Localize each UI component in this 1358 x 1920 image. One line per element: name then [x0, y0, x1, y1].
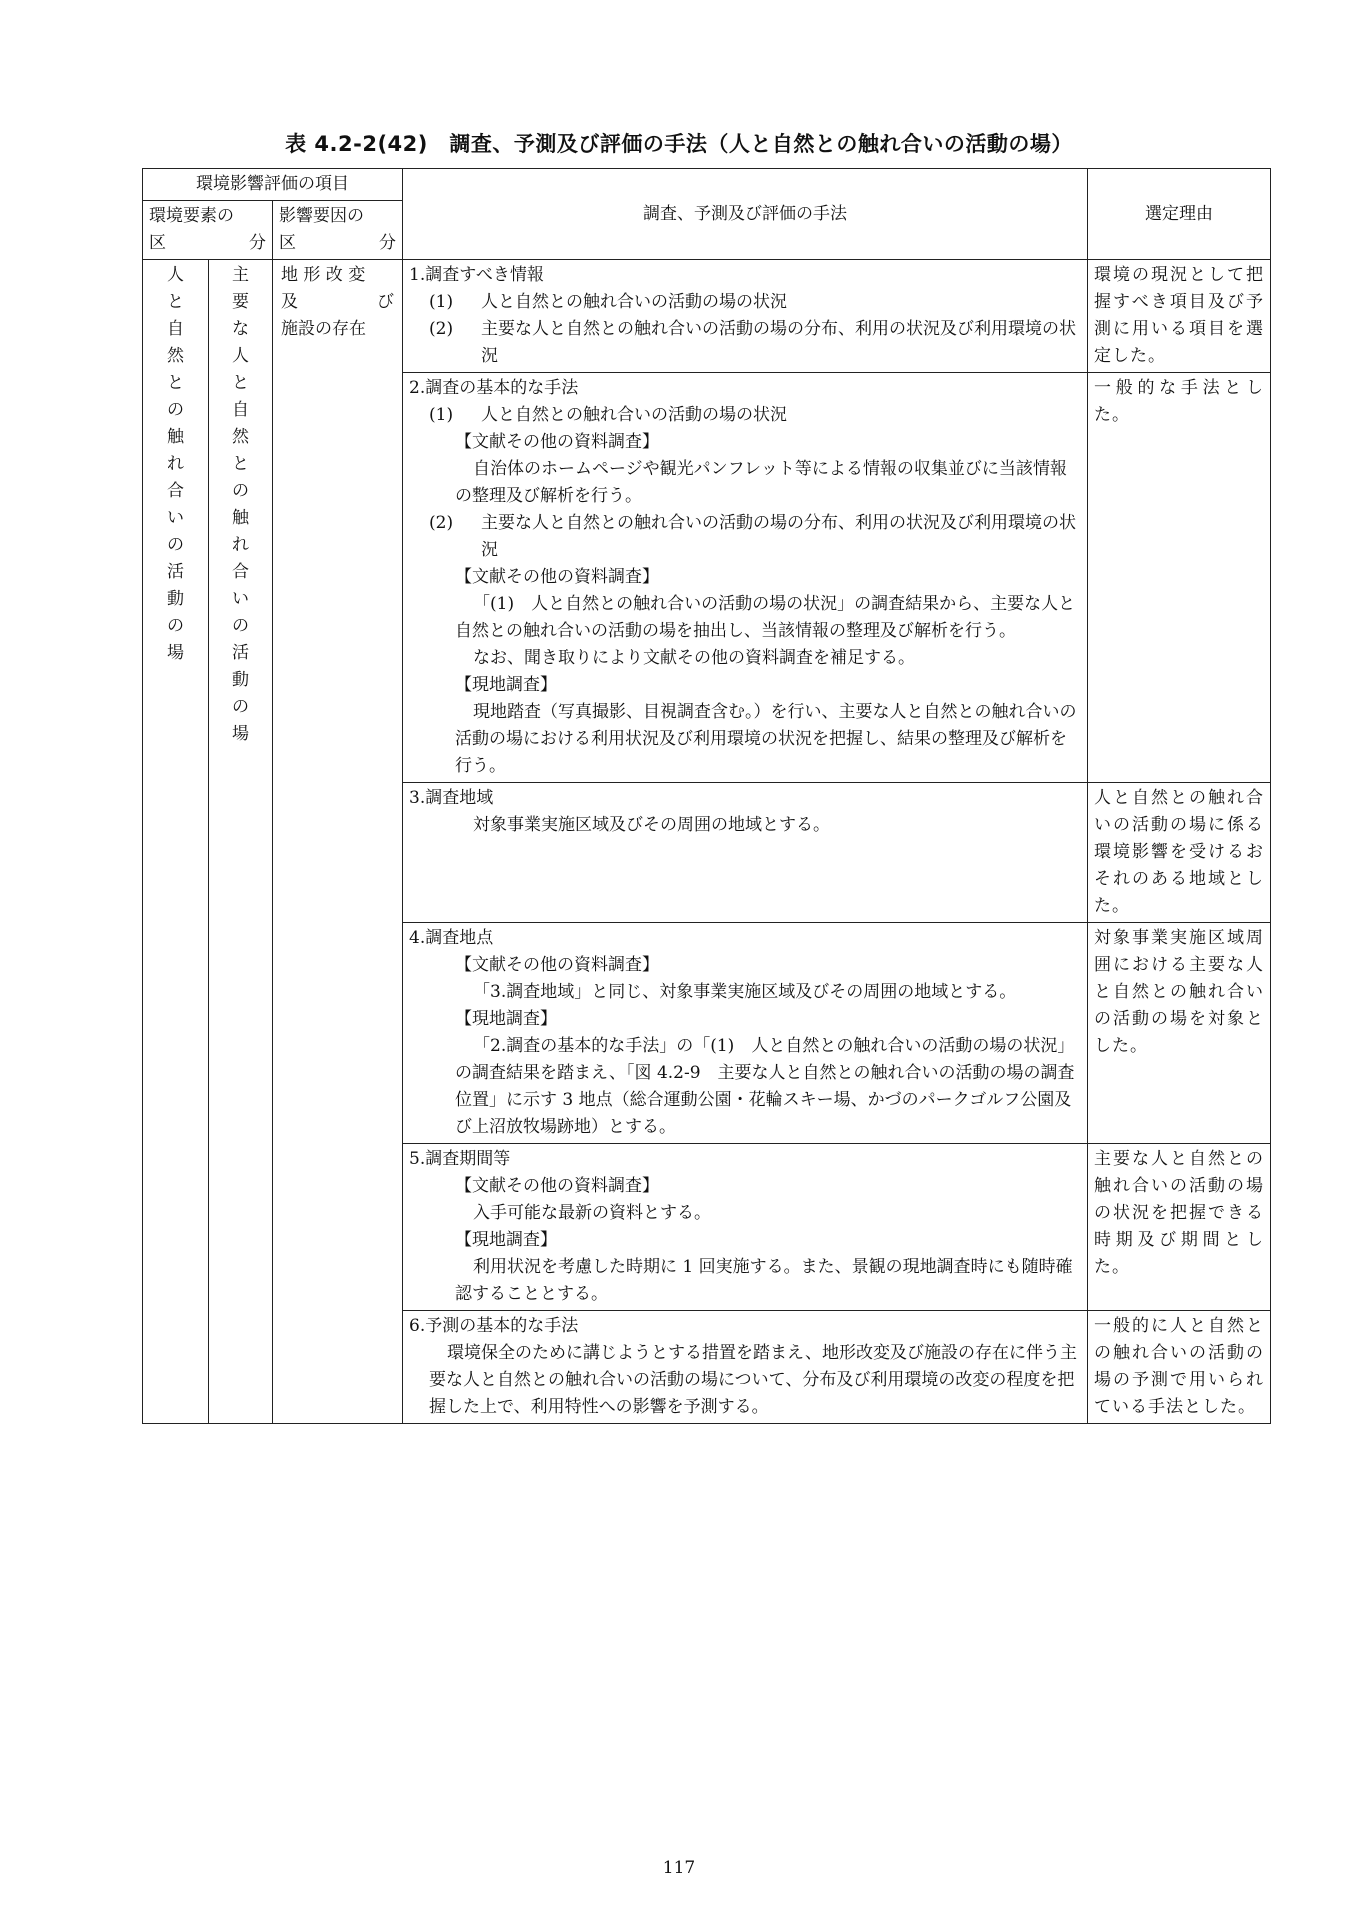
method-section-title: 2.調査の基本的な手法	[409, 378, 579, 398]
table-caption: 表 4.2-2(42) 調査、予測及び評価の手法（人と自然との触れ合いの活動の場）	[285, 132, 1073, 156]
reason-cell: 主要な人と自然との触れ合いの活動の場の状況を把握できる時期及び期間とした。	[1088, 1144, 1271, 1311]
element-category-cell	[143, 260, 209, 1424]
reason-cell: 一般的に人と自然との触れ合いの活動の場の予測で用いられている手法とした。	[1088, 1311, 1271, 1424]
element-sub-char: と	[232, 373, 249, 393]
method-paragraph: 利用状況を考慮した時期に 1 回実施する。また、景観の現地調査時にも随時確認することとする。	[455, 1257, 1073, 1304]
element-sub-char: 触	[232, 508, 249, 528]
reason-cell: 対象事業実施区域周囲における主要な人と自然との触れ合いの活動の場を対象とした。	[1088, 923, 1271, 1144]
header-factor	[273, 201, 403, 260]
header-element-line1: 環境要素の	[149, 206, 234, 226]
method-subheading: 【現地調査】	[455, 675, 558, 695]
method-paragraph: 「2.調査の基本的な手法」の「(1) 人と自然との触れ合いの活動の場の状況」の調査結果を踏まえ、「図 4.2-9 主要な人と自然との触れ合いの活動の場の調査位置」に示す 3 地点（総合運動公園・花輪スキー場、かづのパークゴルフ公園及び上沼放牧場跡地）とする。	[455, 1036, 1075, 1137]
header-reason: 選定理由	[1088, 169, 1271, 260]
method-section-title: 1.調査すべき情報	[409, 265, 544, 285]
header-method: 調査、予測及び評価の手法	[403, 169, 1088, 260]
header-factor-line1: 影響要因の	[279, 206, 364, 226]
header-row-1	[143, 169, 1271, 201]
element-sub-char: 活	[232, 643, 249, 663]
element-sub-char: の	[232, 616, 249, 636]
method-item-number: (2)	[429, 513, 454, 533]
method-subheading: 【文献その他の資料調査】	[455, 1176, 660, 1196]
method-item-text: 主要な人と自然との触れ合いの活動の場の分布、利用の状況及び利用環境の状況	[481, 513, 1077, 560]
element-category-char: の	[167, 400, 184, 420]
element-category-char: 活	[167, 562, 184, 582]
factor-line3: 施設の存在	[281, 319, 366, 339]
element-category-char: の	[167, 616, 184, 636]
element-category-char: 自	[167, 319, 184, 339]
reason-cell: 環境の現況として把握すべき項目及び予測に用いる項目を選定した。	[1088, 260, 1271, 373]
method-paragraph: 自治体のホームページや観光パンフレット等による情報の収集並びに当該情報の整理及び解析を行う。	[455, 459, 1067, 506]
element-sub-char: の	[232, 697, 249, 717]
method-numbered-item	[409, 402, 1081, 429]
reason-cell: 人と自然との触れ合いの活動の場に係る環境影響を受けるおそれのある地域とした。	[1088, 783, 1271, 923]
method-paragraph: 対象事業実施区域及びその周囲の地域とする。	[473, 815, 831, 835]
method-subheading: 【文献その他の資料調査】	[455, 955, 660, 975]
element-sub-char: と	[232, 454, 249, 474]
page-number: 117	[662, 1858, 696, 1878]
method-cell	[403, 783, 1088, 923]
header-element-left: 区	[149, 233, 166, 253]
element-category-char: 人	[167, 265, 184, 285]
method-paragraph: 現地踏査（写真撮影、目視調査含む。）を行い、主要な人と自然との触れ合いの活動の場における利用状況及び利用環境の状況を把握し、結果の整理及び解析を行う。	[455, 702, 1077, 776]
header-item-group: 環境影響評価の項目	[143, 169, 403, 201]
table-row	[143, 260, 1271, 373]
element-category-char: れ	[167, 454, 184, 474]
method-cell	[403, 1144, 1088, 1311]
method-section-title: 3.調査地域	[409, 788, 494, 808]
element-sub-char: 主	[232, 265, 249, 285]
reason-cell: 一般的な手法とした。	[1088, 373, 1271, 783]
method-subheading: 【文献その他の資料調査】	[455, 432, 660, 452]
method-paragraph: なお、聞き取りにより文献その他の資料調査を補足する。	[473, 648, 916, 668]
method-item-number: (1)	[429, 292, 454, 312]
factor-cell	[273, 260, 403, 1424]
method-item-number: (1)	[429, 405, 454, 425]
element-sub-char: 合	[232, 562, 249, 582]
factor-line1: 地 形 改 変	[281, 265, 366, 285]
method-item-text: 人と自然との触れ合いの活動の場の状況	[481, 292, 788, 312]
element-sub-char: 動	[232, 670, 249, 690]
element-category-char: 合	[167, 481, 184, 501]
method-paragraph: 環境保全のために講じようとする措置を踏まえ、地形改変及び施設の存在に伴う主要な人と自然との触れ合いの活動の場について、分布及び利用環境の改変の程度を把握した上で、利用特性への影響を予測する。	[429, 1343, 1078, 1417]
element-sub-char: れ	[232, 535, 249, 555]
element-sub-char: 然	[232, 427, 249, 447]
method-section-title: 4.調査地点	[409, 928, 494, 948]
method-table	[142, 168, 1271, 1424]
header-factor-left: 区	[279, 233, 296, 253]
method-item-number: (2)	[429, 319, 454, 339]
header-element	[143, 201, 273, 260]
method-item-text: 人と自然との触れ合いの活動の場の状況	[481, 405, 788, 425]
method-section-title: 5.調査期間等	[409, 1149, 511, 1169]
element-sub-char: 要	[232, 292, 249, 312]
element-sub-char: い	[232, 589, 249, 609]
element-sub-char: 人	[232, 346, 249, 366]
method-paragraph: 「3.調査地域」と同じ、対象事業実施区域及びその周囲の地域とする。	[473, 982, 1017, 1002]
element-category-char: の	[167, 535, 184, 555]
header-factor-right: 分	[379, 233, 397, 253]
method-subheading: 【現地調査】	[455, 1230, 558, 1250]
method-numbered-item	[409, 289, 1081, 316]
method-item-text: 主要な人と自然との触れ合いの活動の場の分布、利用の状況及び利用環境の状況	[481, 319, 1077, 366]
method-section-title: 6.予測の基本的な手法	[409, 1316, 579, 1336]
element-category-char: 触	[167, 427, 184, 447]
element-category-char: と	[167, 373, 184, 393]
method-cell	[403, 923, 1088, 1144]
method-cell	[403, 1311, 1088, 1424]
method-paragraph: 入手可能な最新の資料とする。	[473, 1203, 712, 1223]
element-sub-cell	[209, 260, 273, 1424]
method-subheading: 【文献その他の資料調査】	[455, 567, 660, 587]
element-category-char: 場	[167, 643, 184, 663]
method-cell	[403, 260, 1088, 373]
element-sub-char: 自	[232, 400, 249, 420]
element-category-char: と	[167, 292, 184, 312]
method-paragraph: 「(1) 人と自然との触れ合いの活動の場の状況」の調査結果から、主要な人と自然との触れ合いの活動の場を抽出し、当該情報の整理及び解析を行う。	[455, 594, 1076, 641]
element-category-char: い	[167, 508, 184, 528]
method-cell	[403, 373, 1088, 783]
element-sub-char: の	[232, 481, 249, 501]
method-numbered-item	[409, 316, 1081, 370]
element-category-char: 然	[167, 346, 184, 366]
method-numbered-item	[409, 510, 1081, 564]
element-category-char: 動	[167, 589, 184, 609]
method-subheading: 【現地調査】	[455, 1009, 558, 1029]
header-element-right: 分	[249, 233, 266, 253]
element-sub-char: な	[232, 319, 249, 339]
factor-line2-right: び	[377, 292, 395, 312]
element-sub-char: 場	[232, 724, 249, 744]
factor-line2-left: 及	[281, 292, 298, 312]
